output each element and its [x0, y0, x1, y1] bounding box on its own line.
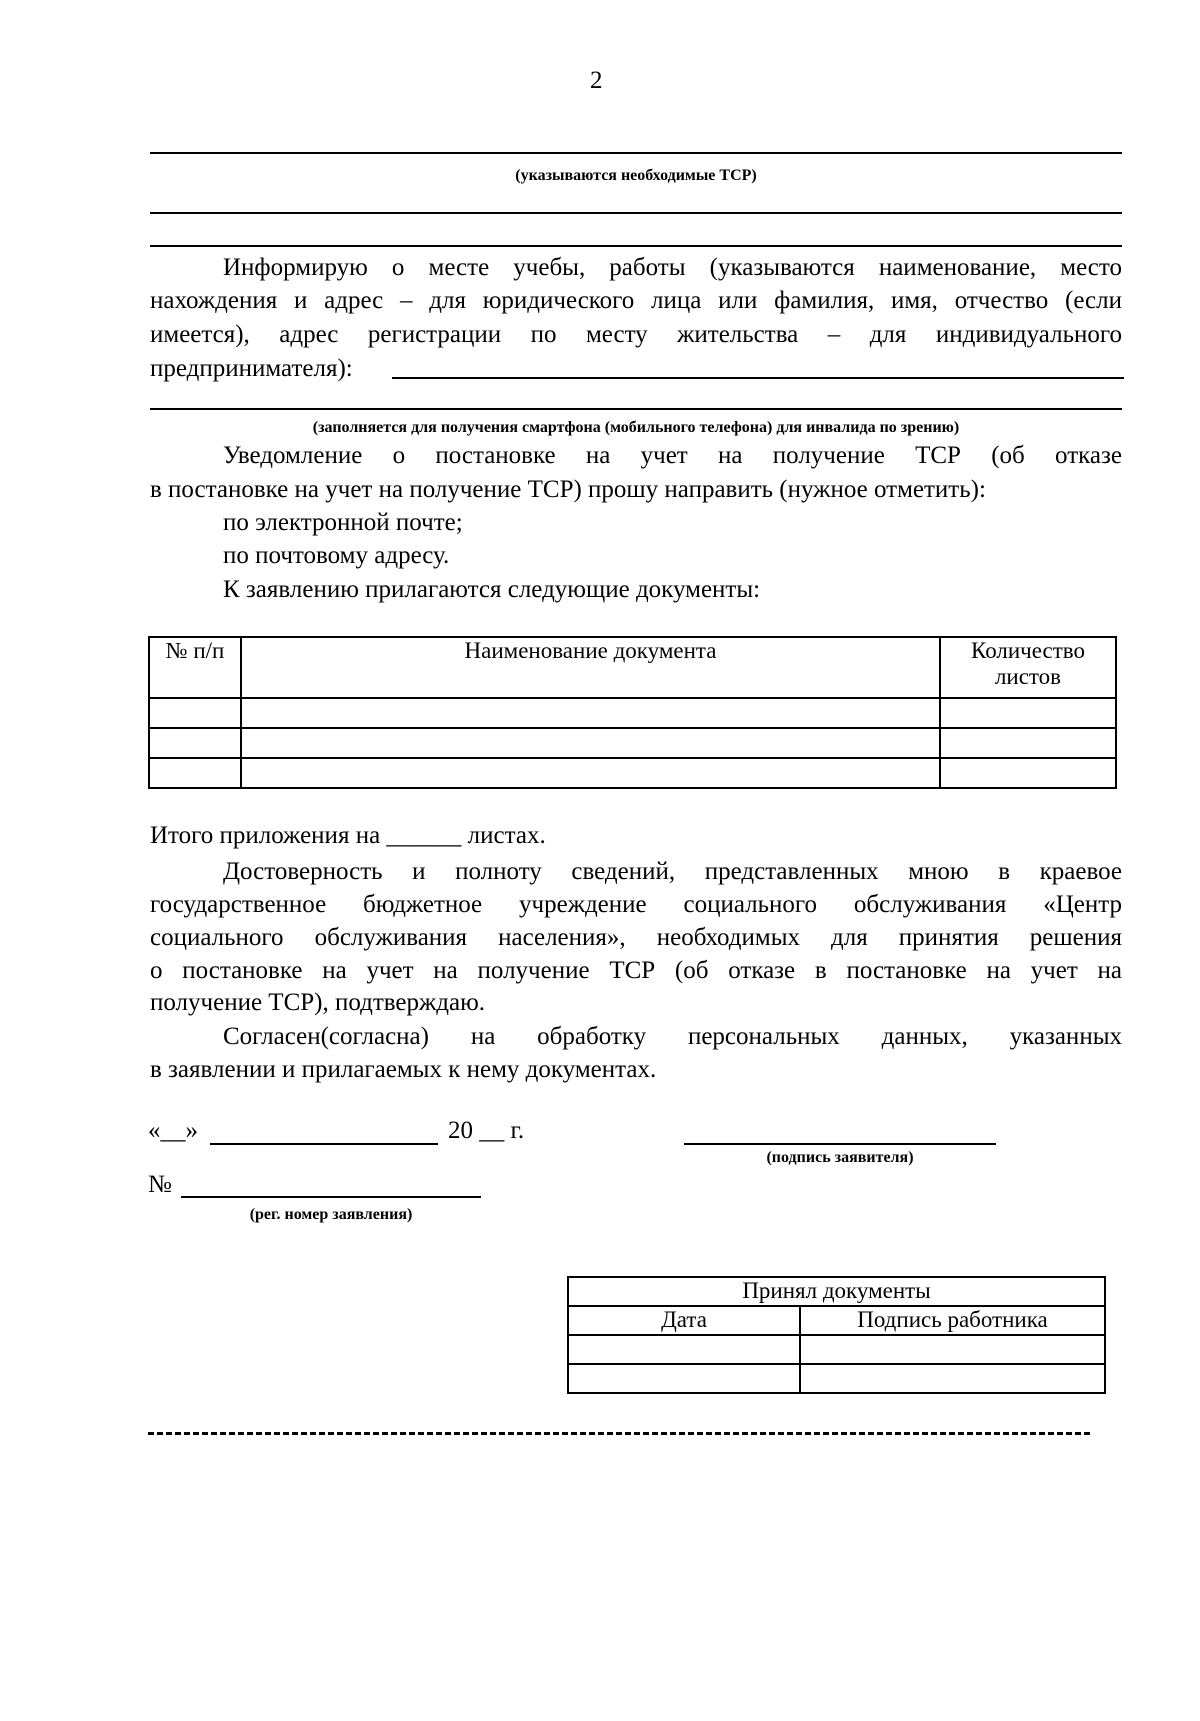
cell[interactable]: [149, 698, 241, 728]
tsr-line-1: [150, 152, 1122, 154]
confirm-line: социального обслуживания населения», необходимых для принятия решения: [150, 924, 1122, 951]
cell[interactable]: [568, 1335, 800, 1364]
header-date: Дата: [568, 1306, 800, 1335]
inform-line: Информирую о месте учебы, работы (указываются наименование, место: [223, 254, 1122, 281]
total-suffix: листах.: [467, 822, 546, 849]
cell[interactable]: [241, 698, 940, 728]
cell[interactable]: [940, 728, 1116, 758]
signature-line[interactable]: [684, 1143, 996, 1145]
cell[interactable]: [940, 698, 1116, 728]
header-number: № п/п: [149, 637, 241, 698]
accepted-table: [567, 1276, 1106, 1394]
total-blank[interactable]: ______: [386, 822, 462, 849]
inform-line: имеется), адрес регистрации по месту жительства – для индивидуального: [150, 321, 1122, 348]
header-employee-signature: Подпись работника: [800, 1306, 1105, 1335]
inform-line: предпринимателя):: [150, 355, 353, 382]
accepted-title: Принял документы: [568, 1277, 1105, 1306]
inform-line: нахождения и адрес – для юридического лица или фамилия, имя, отчество (если: [150, 287, 1122, 314]
cell[interactable]: [568, 1364, 800, 1393]
attachments-heading: К заявлению прилагаются следующие документы:: [223, 576, 761, 603]
table-row: [568, 1364, 1105, 1393]
date-year: 20 __ г.: [448, 1117, 525, 1144]
notice-line: Уведомление о постановке на учет на получение ТСР (об отказе: [223, 442, 1122, 469]
confirm-line: о постановке на учет на получение ТСР (об отказе в постановке на учет на: [150, 957, 1122, 984]
cell[interactable]: [241, 728, 940, 758]
table-row: [568, 1335, 1105, 1364]
number-sign: №: [148, 1171, 172, 1198]
header-sheet-count: Количество листов: [940, 637, 1116, 698]
reg-number-caption: (рег. номер заявления): [249, 1206, 413, 1223]
page-number: 2: [590, 67, 603, 94]
documents-table: [148, 636, 1117, 789]
cell[interactable]: [940, 758, 1116, 788]
cell[interactable]: [241, 758, 940, 788]
header-document-name: Наименование документа: [241, 637, 940, 698]
tsr-line-2: [150, 212, 1122, 214]
reg-number-line[interactable]: [181, 1196, 481, 1198]
confirm-line: государственное бюджетное учреждение социального обслуживания «Центр: [150, 891, 1122, 918]
table-header-row: [149, 637, 1116, 698]
notice-option-post[interactable]: по почтовому адресу.: [223, 542, 450, 569]
notice-option-email[interactable]: по электронной почте;: [223, 509, 463, 536]
confirm-line: Достоверность и полноту сведений, представленных мною в краевое: [223, 858, 1122, 885]
cell[interactable]: [149, 728, 241, 758]
confirm-line: получение ТСР), подтверждаю.: [150, 989, 486, 1016]
table-row: [149, 698, 1116, 728]
employer-input-line-2[interactable]: [150, 408, 1122, 410]
total-attachments: [150, 821, 546, 851]
table-row: [149, 758, 1116, 788]
date-month-line[interactable]: [210, 1143, 438, 1145]
smartphone-caption: (заполняется для получения смартфона (мобильного телефона) для инвалида по зрению): [312, 419, 960, 436]
signature-caption: (подпись заявителя): [766, 1149, 914, 1166]
date-open: «__»: [148, 1117, 198, 1144]
total-prefix: Итого приложения на: [150, 822, 381, 849]
table-row: [149, 728, 1116, 758]
cell[interactable]: [800, 1364, 1105, 1393]
tsr-line-3: [150, 245, 1122, 247]
tsr-caption: (указываются необходимые ТСР): [515, 167, 757, 184]
cell[interactable]: [149, 758, 241, 788]
employer-input-line[interactable]: [392, 377, 1124, 379]
cell[interactable]: [800, 1335, 1105, 1364]
consent-line: Согласен(согласна) на обработку персональных данных, указанных: [223, 1023, 1122, 1050]
cut-line: [148, 1432, 1090, 1435]
notice-line: в постановке на учет на получение ТСР) прошу направить (нужное отметить):: [150, 476, 986, 503]
consent-line: в заявлении и прилагаемых к нему документах.: [150, 1056, 657, 1083]
